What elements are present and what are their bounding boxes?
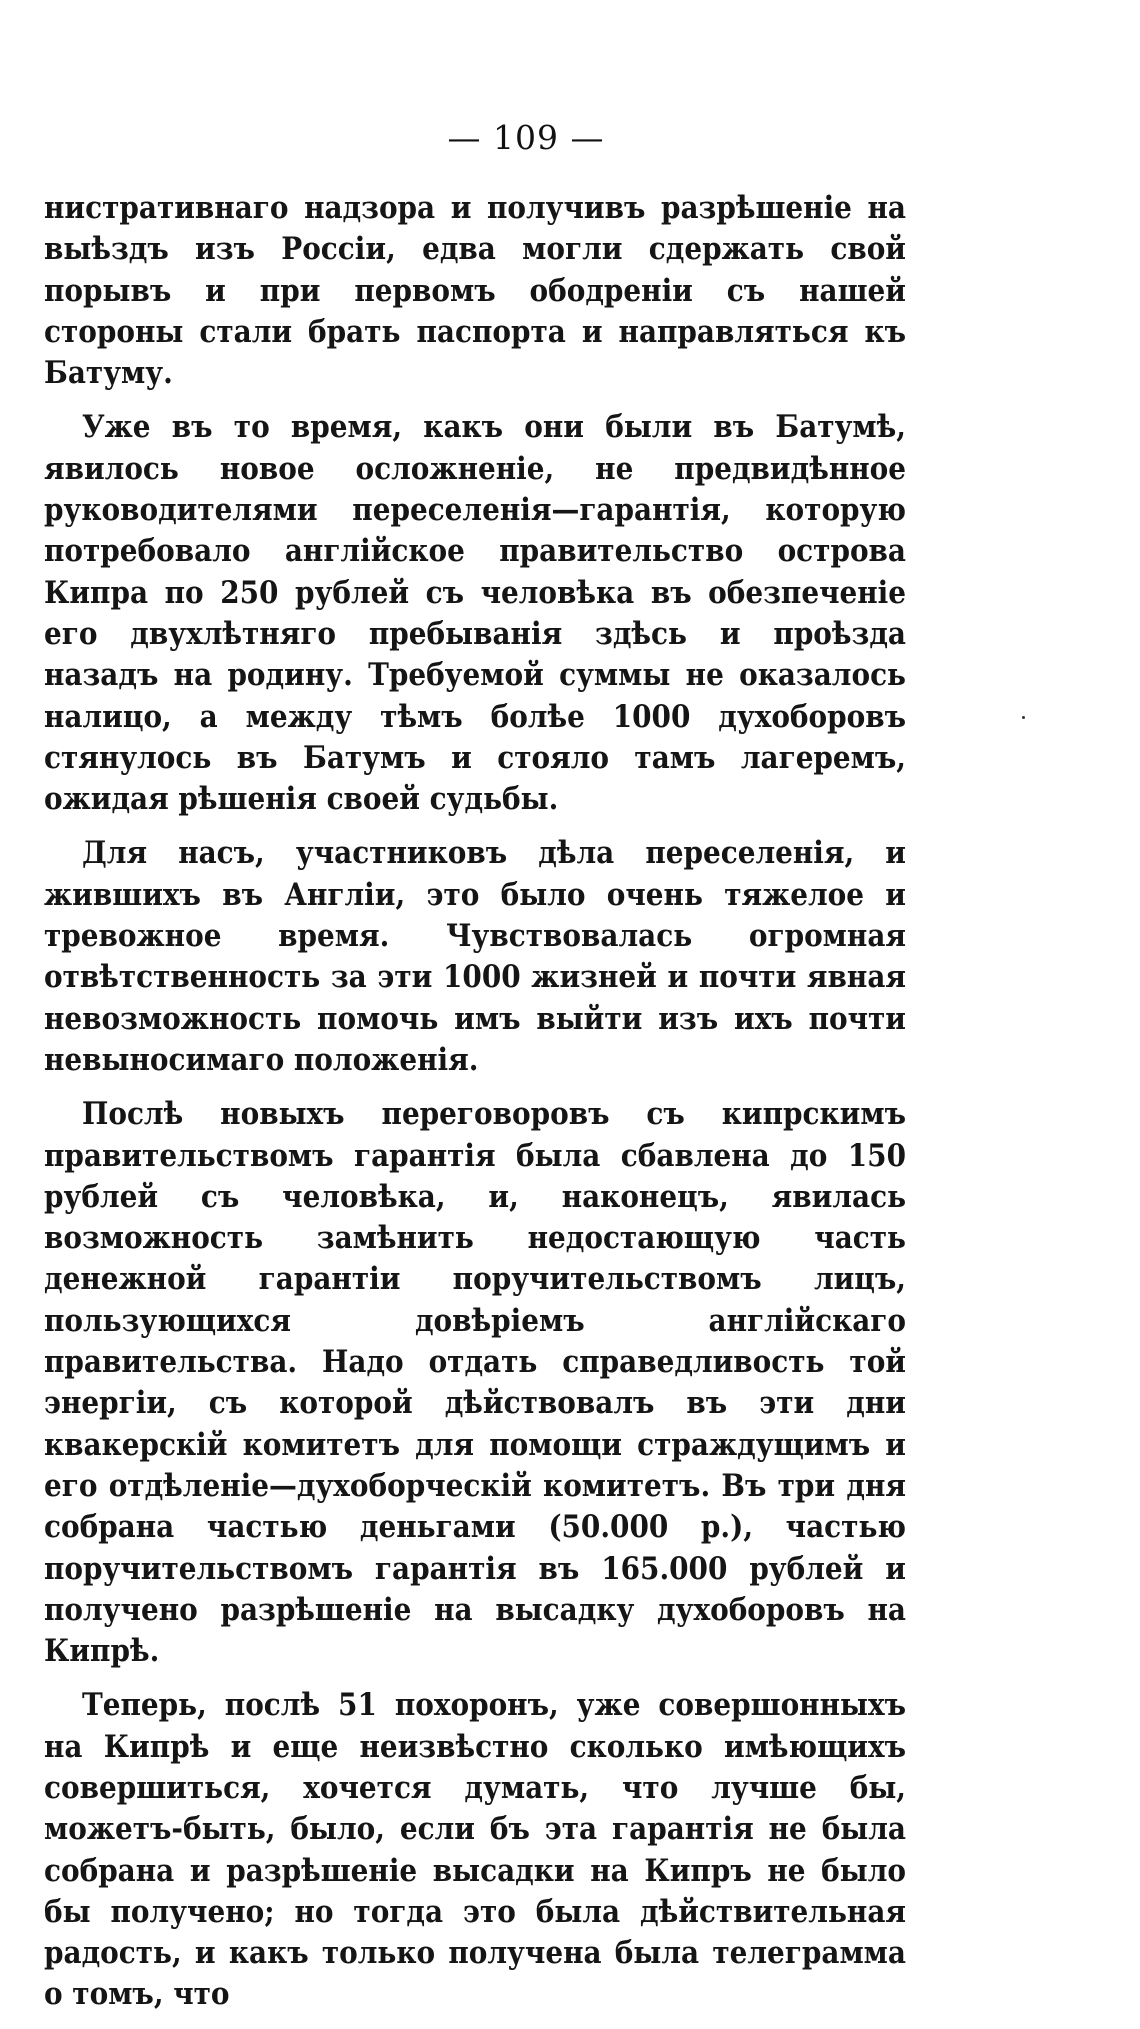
paragraph-5: Теперь, послѣ 51 похоронъ, уже совершонныхъ на Кипрѣ и еще неизвѣстно сколько имѣющихъ совершиться, хочется думать, что лучше бы, можетъ-быть, было, если бъ эта гарантія не была собрана и разрѣшеніе высадки на Кипръ не было бы получено; но тогда это была дѣйствительная радость, и какъ только получена была телеграмма о томъ, что [44,1687,906,2013]
paragraph-1: нистративнаго надзора и получивъ разрѣшеніе на выѣздъ изъ Россіи, едва могли сдержать свой порывъ и при первомъ ободреніи съ нашей стороны стали брать паспорта и направляться къ Батуму. [44,190,906,392]
body-text [44,188,906,2029]
page-number: — 109 — [447,118,605,157]
paragraph-3: Для насъ, участниковъ дѣла переселенія, и жившихъ въ Англіи, это было очень тяжелое и тревожное время. Чувствовалась огромная отвѣтственность за эти 1000 жизней и почти явная невозможность помочь имъ выйти изъ ихъ почти невыносимаго положенія. [44,835,906,1078]
paragraph-2: Уже въ то время, какъ они были въ Батумѣ, явилось новое осложненіе, не предвидѣнное руководителями переселенія—гарантія, которую потребовало англійское правительство острова Кипра по 250 рублей съ человѣка въ обезпеченіе его двухлѣтняго пребыванія здѣсь и проѣзда назадъ на родину. Требуемой суммы не оказалось налицо, а между тѣмъ болѣе 1000 духоборовъ стянулось въ Батумъ и стояло тамъ лагеремъ, ожидая рѣшенія своей судьбы. [44,409,906,818]
paper-speck [1022,716,1025,719]
paragraph-4: Послѣ новыхъ переговоровъ съ кипрскимъ правительствомъ гарантія была сбавлена до 150 рублей съ человѣка, и, наконецъ, явилась возможность замѣнить недостающую часть денежной гарантіи поручительствомъ лицъ, пользующихся довѣріемъ англійскаго правительства. Надо отдать справедливость той энергіи, съ которой дѣйствовалъ въ эти дни квакерскій комитетъ для помощи страждущимъ и его отдѣленіе—духоборческій комитетъ. Въ три дня собрана частью деньгами (50.000 р.), частью поручительствомъ гарантія въ 165.000 рублей и получено разрѣшеніе на высадку духоборовъ на Кипрѣ. [44,1096,906,1670]
